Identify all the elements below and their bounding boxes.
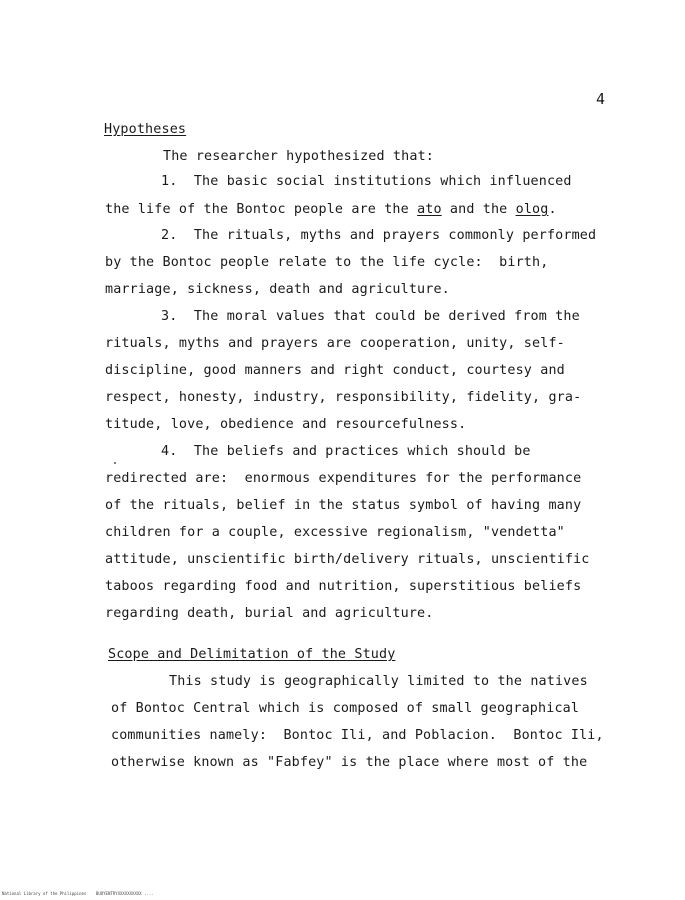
stray-mark bbox=[114, 462, 116, 464]
hypothesis-4-line-7: regarding death, burial and agriculture. bbox=[105, 606, 434, 621]
hypothesis-2-line-1: 2. The rituals, myths and prayers commonly performed bbox=[161, 228, 597, 243]
hypothesis-1-ato: ato bbox=[417, 202, 442, 217]
hypothesis-4-line-4: children for a couple, excessive regionalism, "vendetta" bbox=[105, 525, 565, 540]
hypothesis-3-line-2: rituals, myths and prayers are cooperation, unity, self- bbox=[105, 336, 565, 351]
scope-line-4: otherwise known as "Fabfey" is the place where most of the bbox=[111, 755, 588, 770]
scope-line-3: communities namely: Bontoc Ili, and Poblacion. Bontoc Ili, bbox=[111, 728, 604, 743]
footer-stamp: National Library of the Philippines BUOYENTRYXXXXXXXXXX .... bbox=[2, 891, 154, 896]
hypothesis-4-line-6: taboos regarding food and nutrition, superstitious beliefs bbox=[105, 579, 582, 594]
hypotheses-heading: Hypotheses bbox=[104, 122, 187, 137]
hypothesis-1-line-1: 1. The basic social institutions which influenced bbox=[161, 174, 572, 189]
hypothesis-3-line-1: 3. The moral values that could be derived from the bbox=[161, 309, 580, 324]
hypothesis-4-line-5: attitude, unscientific birth/delivery rituals, unscientific bbox=[105, 552, 590, 567]
hypothesis-3-line-4: respect, honesty, industry, responsibility, fidelity, gra- bbox=[105, 390, 582, 405]
hypotheses-intro: The researcher hypothesized that: bbox=[163, 149, 434, 164]
hypothesis-1-text-a: the life of the Bontoc people are the bbox=[105, 202, 418, 217]
hypothesis-2-line-3: marriage, sickness, death and agriculture. bbox=[105, 282, 450, 297]
hypothesis-1-line-2 bbox=[105, 202, 557, 218]
scope-line-1: This study is geographically limited to the natives bbox=[169, 674, 588, 689]
hypothesis-1-text-b: and the bbox=[441, 202, 516, 217]
hypothesis-4-line-1: 4. The beliefs and practices which should be bbox=[161, 444, 531, 459]
scope-line-2: of Bontoc Central which is composed of small geographical bbox=[111, 701, 580, 716]
hypothesis-4-line-2: redirected are: enormous expenditures for the performance bbox=[105, 471, 582, 486]
hypothesis-2-line-2: by the Bontoc people relate to the life cycle: birth, bbox=[105, 255, 549, 270]
hypothesis-1-olog: olog bbox=[515, 202, 549, 217]
hypothesis-3-line-5: titude, love, obedience and resourcefulness. bbox=[105, 417, 467, 432]
hypothesis-1-text-c: . bbox=[548, 202, 557, 217]
scope-heading: Scope and Delimitation of the Study bbox=[108, 647, 396, 662]
hypothesis-4-line-3: of the rituals, belief in the status symbol of having many bbox=[105, 498, 582, 513]
hypothesis-3-line-3: discipline, good manners and right conduct, courtesy and bbox=[105, 363, 565, 378]
page-number: 4 bbox=[596, 90, 606, 108]
